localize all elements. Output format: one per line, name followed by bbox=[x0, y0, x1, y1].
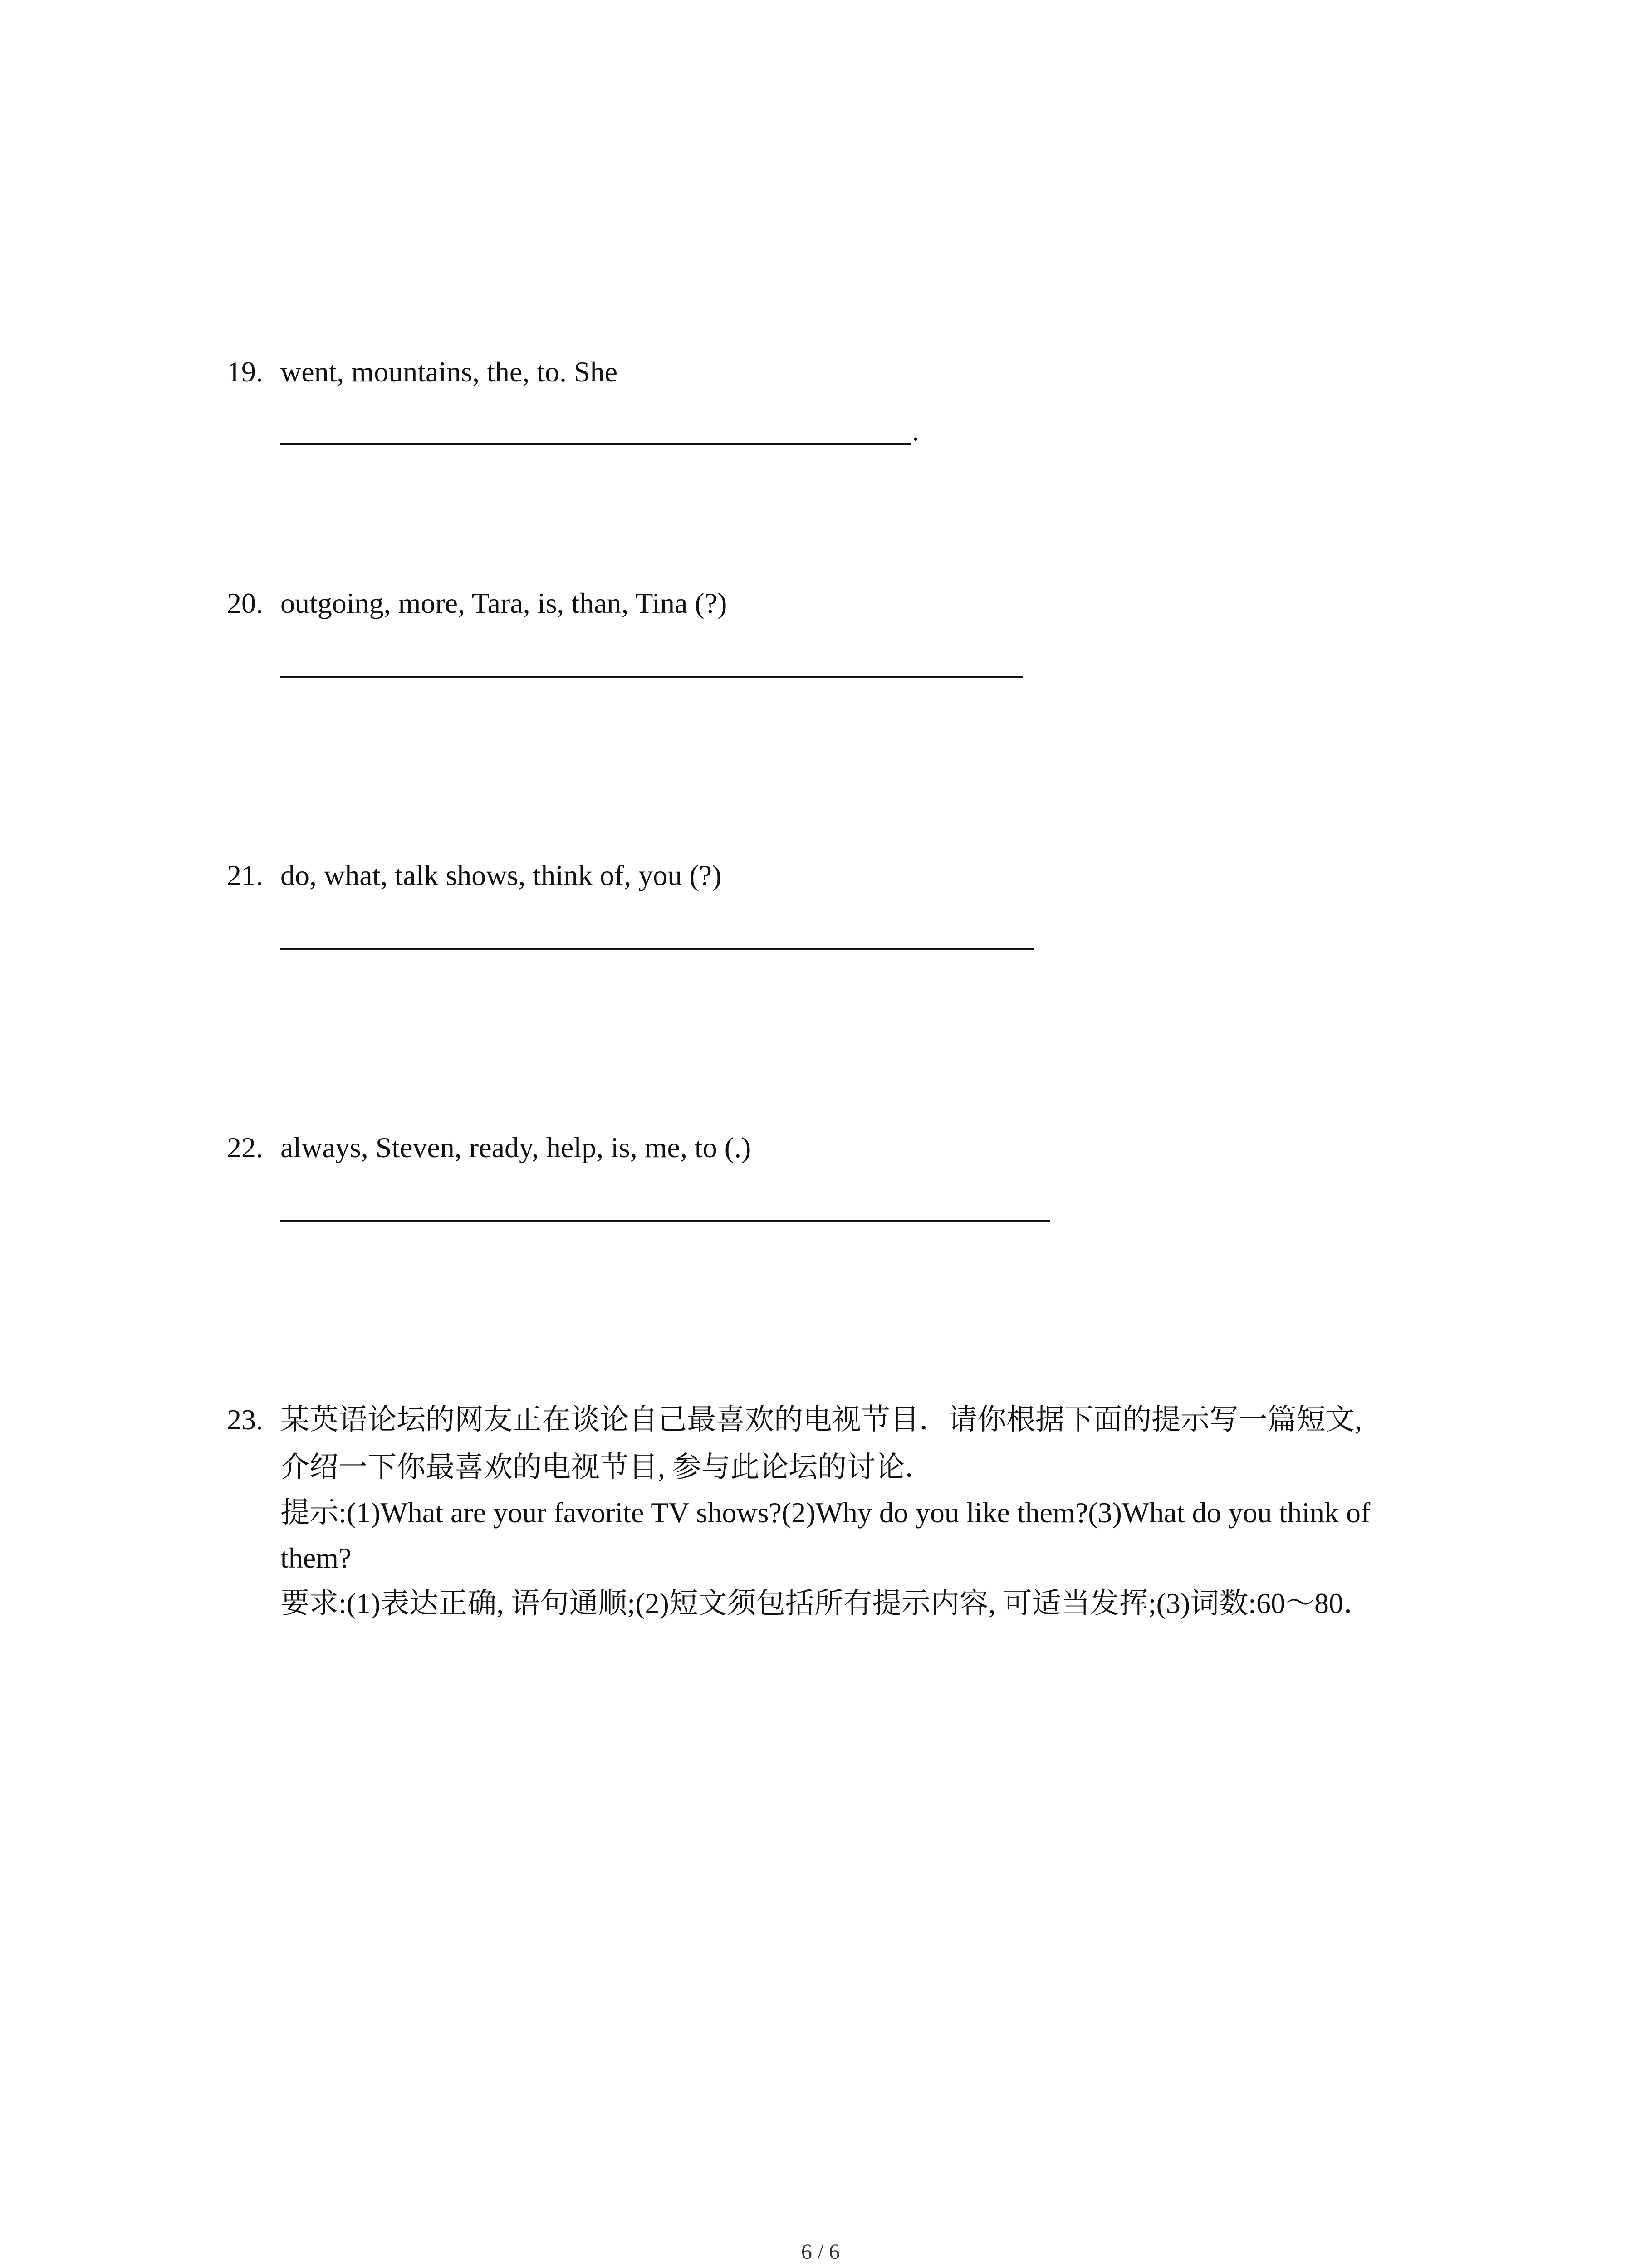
question-prompt: always, Steven, ready, help, is, me, to (.) bbox=[280, 1131, 751, 1163]
question-number: 21. bbox=[227, 859, 263, 891]
question-number: 20. bbox=[227, 587, 263, 619]
question-number: 22. bbox=[227, 1131, 263, 1163]
writing-intro-line1: 某英语论坛的网友正在谈论自己最喜欢的电视节目．请你根据下面的提示写一篇短文, bbox=[280, 1403, 1362, 1436]
writing-requirements: 要求:(1)表达正确, 语句通顺;(2)短文须包括所有提示内容, 可适当发挥;(3)词数:60～80． bbox=[280, 1587, 1372, 1619]
question-prompt: went, mountains, the, to. She bbox=[280, 356, 618, 388]
question-number: 23. bbox=[227, 1403, 263, 1436]
question-prompt: do, what, talk shows, think of, you (?) bbox=[280, 859, 722, 891]
answer-blank[interactable] bbox=[280, 948, 1034, 950]
writing-task-body bbox=[280, 1445, 1442, 1626]
writing-hint: 提示:(1)What are your favorite TV shows?(2)Why do you like them?(3)What do you think of them? bbox=[280, 1496, 1371, 1574]
answer-blank[interactable] bbox=[280, 1220, 1050, 1222]
answer-blank[interactable] bbox=[280, 676, 1023, 678]
question-number: 19. bbox=[227, 356, 263, 388]
writing-intro-line2: 介绍一下你最喜欢的电视节目, 参与此论坛的讨论． bbox=[280, 1451, 934, 1483]
question-prompt: outgoing, more, Tara, is, than, Tina (?) bbox=[280, 587, 727, 619]
answer-period: . bbox=[912, 415, 919, 447]
answer-blank[interactable] bbox=[280, 443, 911, 445]
page-number: 6 / 6 bbox=[801, 2240, 840, 2264]
